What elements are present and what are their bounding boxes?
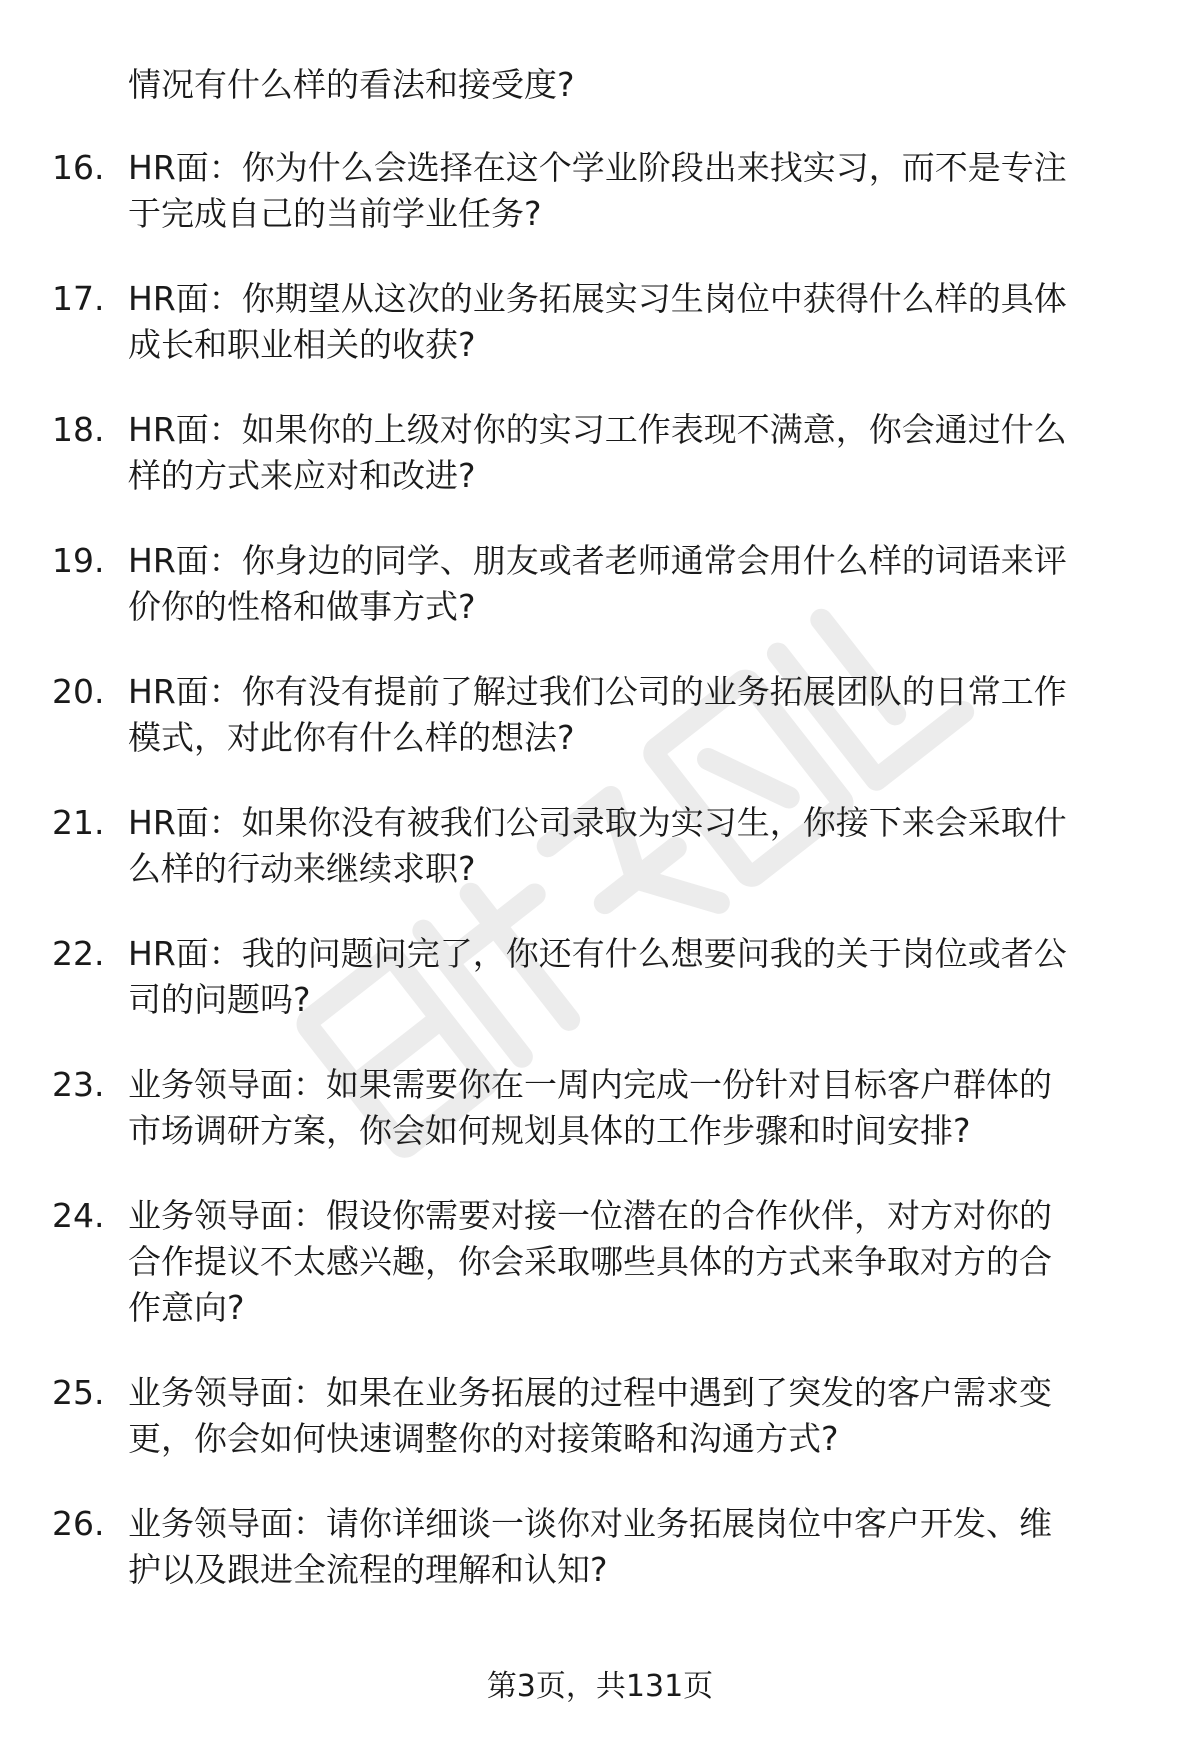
question-text: [128, 538, 1153, 630]
question-item: [0, 1370, 1200, 1462]
question-list: [0, 145, 1200, 1632]
question-item: [0, 538, 1200, 630]
question-text: [128, 1501, 1153, 1593]
question-item: [0, 931, 1200, 1023]
question-text: [128, 276, 1153, 368]
continued-question-text: 情况有什么样的看法和接受度?: [128, 65, 575, 104]
question-item: [0, 1501, 1200, 1593]
question-number: 23.: [52, 1065, 105, 1104]
question-text: [128, 145, 1153, 237]
question-text-line: 模式，对此你有什么样的想法?: [128, 718, 575, 757]
question-item: [0, 1193, 1200, 1331]
question-number: 25.: [52, 1373, 105, 1412]
question-text-line: HR面：你为什么会选择在这个学业阶段出来找实习，而不是专注: [128, 148, 1067, 187]
question-item: [0, 276, 1200, 368]
question-text-line: 合作提议不太感兴趣，你会采取哪些具体的方式来争取对方的合: [128, 1242, 1052, 1281]
question-text-line: 业务领导面：如果在业务拓展的过程中遇到了突发的客户需求变: [128, 1373, 1052, 1412]
question-text-line: 价你的性格和做事方式?: [128, 587, 476, 626]
question-number: 24.: [52, 1196, 105, 1235]
question-number: 26.: [52, 1504, 105, 1543]
question-number: 16.: [52, 148, 105, 187]
question-text: [128, 931, 1153, 1023]
question-text-line: HR面：如果你没有被我们公司录取为实习生，你接下来会采取什: [128, 803, 1067, 842]
page-footer: 第3页，共131页: [486, 1669, 714, 1704]
question-number: 20.: [52, 672, 105, 711]
question-number: 17.: [52, 279, 105, 318]
question-text-line: HR面：你身边的同学、朋友或者老师通常会用什么样的词语来评: [128, 541, 1067, 580]
question-item: [0, 800, 1200, 892]
question-number: 19.: [52, 541, 105, 580]
question-number: 22.: [52, 934, 105, 973]
question-text-line: HR面：我的问题问完了，你还有什么想要问我的关于岗位或者公: [128, 934, 1067, 973]
question-text-line: HR面：如果你的上级对你的实习工作表现不满意，你会通过什么: [128, 410, 1067, 449]
question-text-line: 更，你会如何快速调整你的对接策略和沟通方式?: [128, 1419, 839, 1458]
question-text: [128, 1370, 1153, 1462]
question-text: [128, 669, 1153, 761]
question-text-line: 业务领导面：请你详细谈一谈你对业务拓展岗位中客户开发、维: [128, 1504, 1052, 1543]
question-text-line: HR面：你期望从这次的业务拓展实习生岗位中获得什么样的具体: [128, 279, 1067, 318]
question-text-line: 业务领导面：如果需要你在一周内完成一份针对目标客户群体的: [128, 1065, 1052, 1104]
question-text: [128, 1062, 1153, 1154]
question-text-line: 于完成自己的当前学业任务?: [128, 194, 542, 233]
question-text-line: 司的问题吗?: [128, 980, 311, 1019]
question-text-line: 市场调研方案，你会如何规划具体的工作步骤和时间安排?: [128, 1111, 971, 1150]
question-text-line: HR面：你有没有提前了解过我们公司的业务拓展团队的日常工作: [128, 672, 1067, 711]
question-text-line: 业务领导面：假设你需要对接一位潜在的合作伙伴，对方对你的: [128, 1196, 1052, 1235]
question-text-line: 护以及跟进全流程的理解和认知?: [128, 1550, 608, 1589]
question-text-line: 样的方式来应对和改进?: [128, 456, 476, 495]
question-number: 18.: [52, 410, 105, 449]
question-text: [128, 1193, 1153, 1331]
question-text-line: 么样的行动来继续求职?: [128, 849, 476, 888]
question-text-line: 成长和职业相关的收获?: [128, 325, 476, 364]
question-text-line: 作意向?: [128, 1288, 245, 1327]
question-text: [128, 407, 1153, 499]
question-item: [0, 1062, 1200, 1154]
question-item: [0, 407, 1200, 499]
question-number: 21.: [52, 803, 105, 842]
question-item: [0, 669, 1200, 761]
question-item: [0, 145, 1200, 237]
question-text: [128, 800, 1153, 892]
